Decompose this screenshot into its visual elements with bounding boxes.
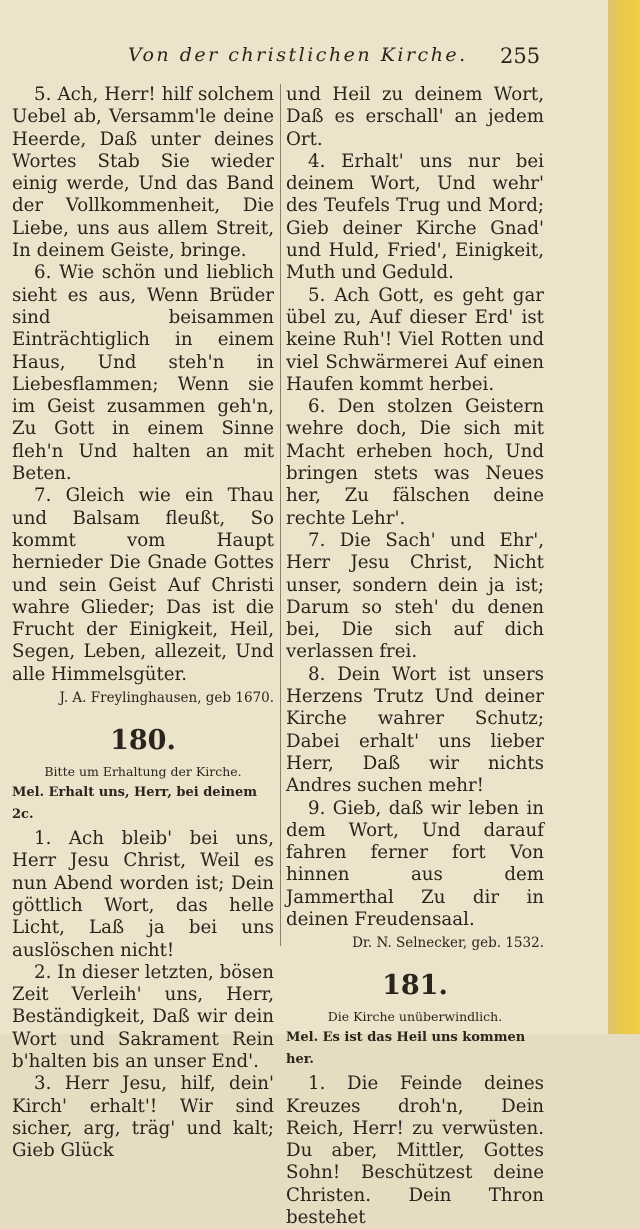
page-header (0, 44, 600, 74)
column-divider (280, 84, 281, 946)
hymn-author: J. A. Freylinghausen, geb 1670. (59, 690, 274, 707)
stanza: 9. Gieb, daß wir leben in dem Wort, Und darauf fahren ferner fort Von hinnen aus dem Jammerthal Zu dir in deinen Freudensaal. (286, 797, 544, 930)
stanza: 7. Gleich wie ein Thau und Balsam fleußt, So kommt vom Haupt hernieder Die Gnade Gottes und sein Geist Auf Christi wahre Glieder; Das ist die Frucht der Einigkeit, Heil, Segen, Leben, allezeit, Und alle Himmelsgüter. (12, 485, 274, 685)
stanza: 3. Herr Jesu, hilf, dein' Kirch' erhalt'! Wir sind sicher, arg, träg' und kalt; Gieb Glück (12, 1073, 274, 1162)
gilt-page-edge (608, 0, 640, 1034)
left-column (12, 84, 274, 1162)
hymn-number: 181. (382, 970, 448, 1002)
hymn-title: Bitte um Erhaltung der Kirche. (44, 764, 242, 780)
hymn-melody: Mel. Es ist das Heil uns kommen her. (286, 1030, 526, 1068)
hymn-title: Die Kirche unüberwindlich. (327, 1009, 503, 1025)
stanza-continuation: und Heil zu deinem Wort, Daß es erschall' an jedem Ort. (286, 84, 544, 150)
running-head: Von der christlichen Kirche. (128, 44, 468, 66)
stanza: 5. Ach Gott, es geht gar übel zu, Auf dieser Erd' ist keine Ruh'! Viel Rotten und viel Schwärmerei Auf einen Haufen kommt herbei. (286, 284, 544, 395)
hymn-melody: Mel. Erhalt uns, Herr, bei deinem 2c. (12, 785, 257, 823)
stanza: 6. Wie schön und lieblich sieht es aus, Wenn Brüder sind beisammen Einträchtiglich in einem Haus, Und steh'n in Liebesflammen; Wenn sie im Geist zusammen geh'n, Zu Gott in einem Sinne fleh'n Und halten an mit Beten. (12, 262, 274, 485)
right-column (286, 84, 544, 1229)
hymn-author: Dr. N. Selnecker, geb. 1532. (352, 935, 544, 952)
stanza: 7. Die Sach' und Ehr', Herr Jesu Christ, Nicht unser, sondern dein ja ist; Darum so steh' du denen bei, Die sich auf dich verlassen frei. (286, 529, 544, 663)
stanza: 8. Dein Wort ist unsers Herzens Trutz Und deiner Kirche wahrer Schutz; Dabei erhalt' uns lieber Herr, Daß wir nichts Andres suchen mehr! (286, 663, 544, 797)
stanza: 1. Die Feinde deines Kreuzes droh'n, Dein Reich, Herr! zu verwüsten. Du aber, Mittler, Gottes Sohn! Beschützest deine Christen. Dein Thron bestehet (286, 1073, 544, 1229)
stanza: 5. Ach, Herr! hilf solchem Uebel ab, Versamm'le deine Heerde, Daß unter deines Wortes Stab Sie wieder einig werde, Und das Band der Vollkommenheit, Die Liebe, uns aus allem Streit, In deinem Geiste, bringe. (12, 84, 274, 262)
stanza: 2. In dieser letzten, bösen Zeit Verleih' uns, Herr, Beständigkeit, Daß wir dein Wort und Sakrament Rein b'halten bis an unser End'. (12, 961, 274, 1072)
hymn-number: 180. (110, 725, 176, 757)
stanza: 1. Ach bleib' bei uns, Herr Jesu Christ, Weil es nun Abend worden ist; Dein göttlich Wort, das helle Licht, Laß ja bei uns auslöschen nicht! (12, 828, 274, 961)
stanza: 6. Den stolzen Geistern wehre doch, Die sich mit Macht erheben hoch, Und bringen stets was Neues her, Zu fälschen deine rechte Lehr'. (286, 396, 544, 529)
stanza: 4. Erhalt' uns nur bei deinem Wort, Und wehr' des Teufels Trug und Mord; Gieb deiner Kirche Gnad' und Huld, Fried', Einigkeit, Muth und Geduld. (286, 150, 544, 284)
page-number: 255 (500, 44, 541, 68)
